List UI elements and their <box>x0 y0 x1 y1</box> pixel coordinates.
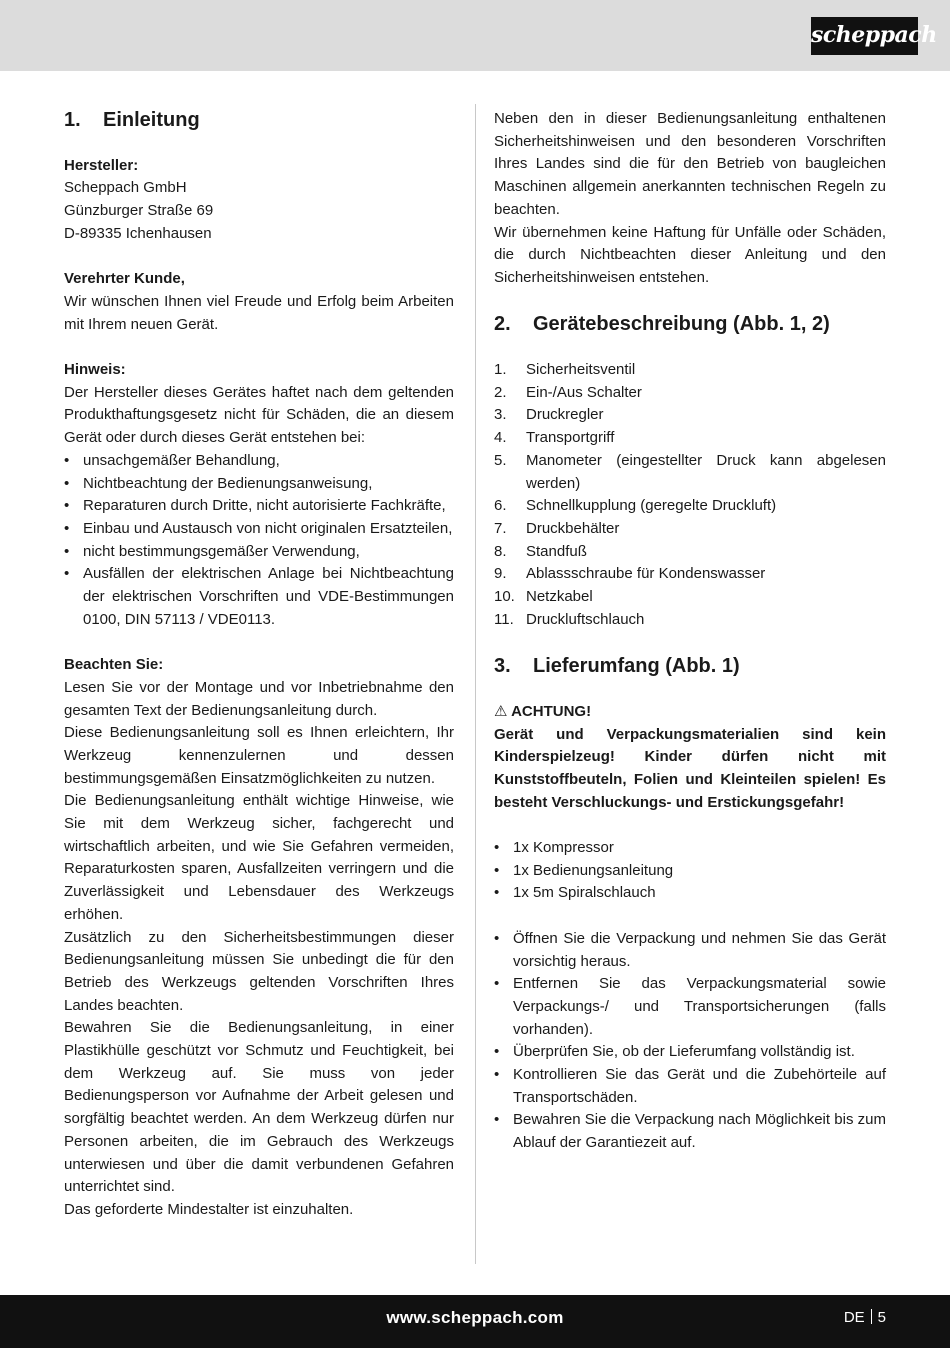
page-header <box>0 0 950 71</box>
list-item: 10. Netzkabel <box>494 588 593 606</box>
section-2-heading <box>494 312 886 336</box>
list-item: 8. Standfuß <box>494 542 587 560</box>
section-number: 3. <box>494 655 511 678</box>
list-item: • 1x 5m Spiralschlauch <box>494 882 886 905</box>
list-item: • nicht bestimmungsgemäßer Verwendung, <box>64 541 454 564</box>
customer-text: Wir wünschen Ihnen viel Freude und Erfolg beim Arbeiten mit Ihrem neuen Gerät. <box>64 292 454 333</box>
section-3-heading <box>494 654 886 678</box>
warning-heading <box>494 701 886 724</box>
list-item: 7. Druckbehälter <box>494 519 620 537</box>
observe-paragraph: Die Bedienungsanleitung enthält wichtige Hinweise, wie Sie mit dem Werkzeug sicher, fachgerecht und wirtschaftlich arbeiten, und wie Sie Gefahren vermeiden, Reparaturkosten sparen, Ausfallzeiten verringern und die Zuverlässigkeit und Lebensdauer des Werkzeugs erhöhen. <box>64 792 454 923</box>
list-item: • 1x Kompressor <box>494 837 886 860</box>
customer-label: Verehrter Kunde, <box>64 270 185 288</box>
section-title: Einleitung <box>103 109 200 131</box>
list-item: 5. Manometer (eingestellter Druck kann abgelesen werden) <box>494 451 886 492</box>
list-item: • Einbau und Austausch von nicht originalen Ersatzteilen, <box>64 518 454 541</box>
intro-paragraph: Wir übernehmen keine Haftung für Unfälle oder Schäden, die durch Nichtbeachten dieser Anleitung und den Sicherheitshinweisen entstehen. <box>494 223 886 286</box>
list-item: • Überprüfen Sie, ob der Lieferumfang vollständig ist. <box>494 1041 886 1064</box>
list-item: 6. Schnellkupplung (geregelte Druckluft) <box>494 497 777 515</box>
unpack-list <box>494 928 886 1155</box>
list-item: • 1x Bedienungsanleitung <box>494 860 886 883</box>
page-info <box>844 1309 886 1326</box>
left-column <box>64 108 454 1222</box>
warning-icon: ⚠ <box>494 702 508 720</box>
page-footer <box>0 1295 950 1348</box>
list-item: 9. Ablassschraube für Kondenswasser <box>494 565 766 583</box>
observe-paragraph: Bewahren Sie die Bedienungsanleitung, in einer Plastikhülle geschützt vor Schmutz und Feuchtigkeit, bei dem Werkzeug auf. Sie muss von jeder Bedienungsperson vor Aufnahme der Arbeit gelesen und sorgfältig beachtet werden. An dem Werkzeug dürfen nur Personen arbeiten, die im Gebrauch des Werkzeugs unterwiesen und über die damit verbundenen Gefahren unterrichtet sind. <box>64 1019 454 1196</box>
list-item: 4. Transportgriff <box>494 429 615 447</box>
warning-label: ACHTUNG! <box>511 702 592 720</box>
page-number: 5 <box>877 1309 886 1326</box>
section-number: 1. <box>64 109 81 131</box>
section-title: Gerätebeschreibung (Abb. 1, 2) <box>533 313 830 336</box>
observe-paragraph: Diese Bedienungsanleitung soll es Ihnen erleichtern, Ihr Werkzeug kennenzulernen und dessen bestimmungsgemäßen Einsatzmöglichkeiten zu nutzen. <box>64 724 454 787</box>
list-item: • Entfernen Sie das Verpackungsmaterial sowie Verpackungs-/ und Transportsicherungen (falls vorhanden). <box>494 973 886 1041</box>
list-item: 3. Druckregler <box>494 406 604 424</box>
observe-paragraph: Zusätzlich zu den Sicherheitsbestimmungen dieser Bedienungsanleitung müssen Sie unbedingt die für den Betrieb des Werkzeugs geltenden Vorschriften Ihres Landes beachten. <box>64 928 454 1014</box>
list-item: • Bewahren Sie die Verpackung nach Möglichkeit bis zum Ablauf der Garantiezeit auf. <box>494 1109 886 1154</box>
section-title: Lieferumfang (Abb. 1) <box>533 655 740 678</box>
section-1-heading <box>64 108 454 132</box>
scheppach-logo: scheppach <box>811 17 918 55</box>
observe-label: Beachten Sie: <box>64 656 164 674</box>
section-number: 2. <box>494 313 511 336</box>
list-item: 2. Ein-/Aus Schalter <box>494 383 642 401</box>
list-item: • Öffnen Sie die Verpackung und nehmen Sie das Gerät vorsichtig heraus. <box>494 928 886 973</box>
list-item: • Ausfällen der elektrischen Anlage bei Nichtbeachtung der elektrischen Vorschriften und VDE-Bestimmungen 0100, DIN 57113 / VDE0113. <box>64 563 454 631</box>
list-item: • Nichtbeachtung der Bedienungsanweisung, <box>64 473 454 496</box>
note-text: Der Hersteller dieses Gerätes haftet nach dem geltenden Produkthaftungsgesetz nicht für Schäden, die an diesem Gerät oder durch dieses Gerät entstehen bei: <box>64 383 454 447</box>
manufacturer-line: Günzburger Straße 69 <box>64 202 214 220</box>
manufacturer-line: Scheppach GmbH <box>64 179 187 197</box>
right-column <box>494 108 886 1155</box>
note-list <box>64 450 454 632</box>
list-item: 11. Druckluftschlauch <box>494 610 645 628</box>
delivery-list <box>494 837 886 905</box>
language-code: DE <box>843 1309 865 1326</box>
list-item: • Reparaturen durch Dritte, nicht autorisierte Fachkräfte, <box>64 495 454 518</box>
website-link[interactable]: www.scheppach.com <box>386 1308 564 1327</box>
column-divider <box>475 104 476 1264</box>
warning-text: Gerät und Verpackungsmaterialien sind kein Kinderspielzeug! Kinder dürfen nicht mit Kunststoffbeuteln, Folien und Kleinteilen spielen! Es besteht Verschluckungs- und Erstickungsgefahr! <box>494 725 886 811</box>
list-item: • Kontrollieren Sie das Gerät und die Zubehörteile auf Transportschäden. <box>494 1064 886 1109</box>
list-item: 1. Sicherheitsventil <box>494 361 636 378</box>
observe-paragraph: Lesen Sie vor der Montage und vor Inbetriebnahme den gesamten Text der Bedienungsanleitung durch. <box>64 678 454 719</box>
manufacturer-line: D-89335 Ichenhausen <box>64 224 212 242</box>
manufacturer-label: Hersteller: <box>64 156 139 174</box>
intro-paragraph: Neben den in dieser Bedienungsanleitung enthaltenen Sicherheitshinweisen und den besonderen Vorschriften Ihres Landes sind die für den Betrieb von baugleichen Maschinen allgemein anerkannten technischen Regeln zu beachten. <box>494 110 886 218</box>
list-item: • unsachgemäßer Behandlung, <box>64 450 454 473</box>
observe-paragraph: Das geforderte Mindestalter ist einzuhalten. <box>64 1200 354 1218</box>
note-label: Hinweis: <box>64 360 126 378</box>
parts-list <box>494 359 886 631</box>
